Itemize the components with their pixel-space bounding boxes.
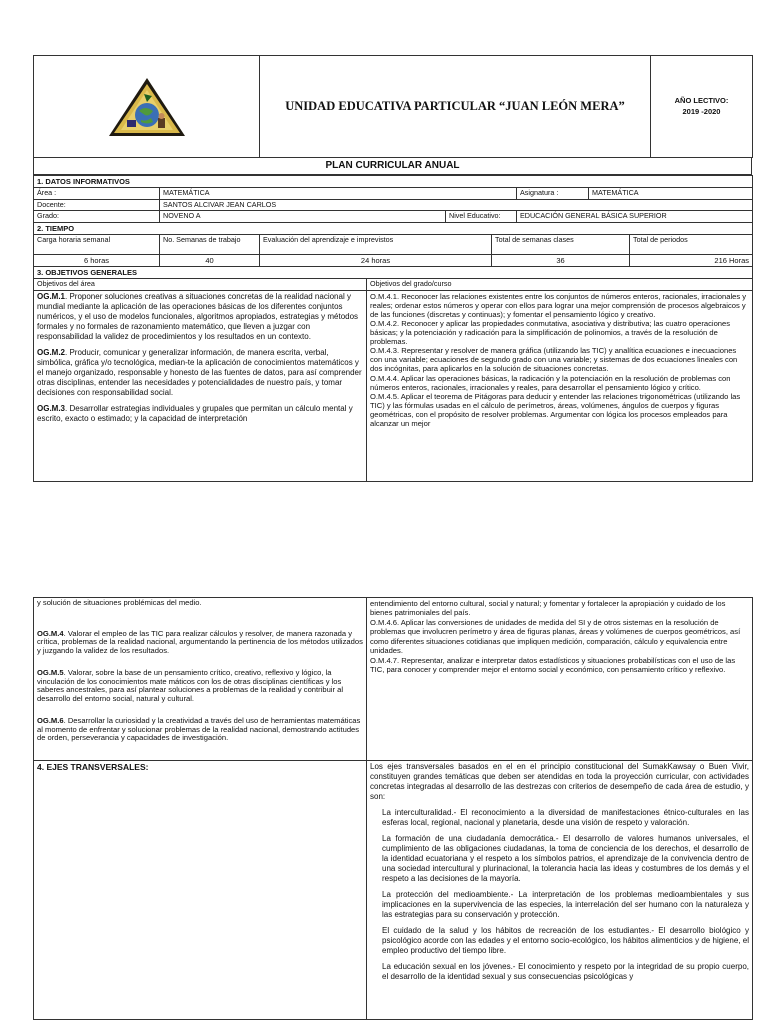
school-name: UNIDAD EDUCATIVA PARTICULAR “JUAN LEÓN MERA” [260,56,651,158]
objetivos-table-page-1 [33,267,753,482]
nivel-value: EDUCACIÓN GENERAL BÁSICA SUPERIOR [517,211,753,223]
grade-objective: O.M.4.3. Representar y resolver de manera gráfica (utilizando las TIC) y analítica ecuaciones e inecuaciones con una variable; ecuaciones de segundo grado con una variable; y sistemas de dos ecuaciones lineales con dos incógnitas, para aplicarlos en la solución de situaciones concretas. [370,346,738,374]
grade-objective: O.M.4.2. Reconocer y aplicar las propiedades conmutativa, asociativa y distributiva; las cuatro operaciones básicas; y la potenciación y radicación para la simplificación de polinomios, a través de la resolución de problemas. [370,318,731,347]
section-tiempo: 2. TIEMPO [34,223,753,235]
grade-objective: O.M.4.5. Aplicar el teorema de Pitágoras para deducir y entender las relaciones trigonométricas (utilizando las TIC) y las fórmulas usadas en el cálculo de perímetros, áreas, volúmenes, ángulos de cuerpos y figuras geométricas, con el propósito de resolver problemas. Argumentar con lógica los procesos empleados para alcanzar un mejor [370,391,741,429]
section-ejes: 4. EJES TRANSVERSALES: [34,761,367,1020]
tiempo-value: 216 Horas [630,254,753,266]
tiempo-table [33,223,753,267]
asignatura-label: Asignatura : [517,188,589,200]
grade-objective: O.M.4.7. Representar, analizar e interpretar datos estadísticos y situaciones probabilísticas con el uso de las TIC, para conocer y comprender mejor el entorno social y económico, con pensamiento crítico y reflexivo. [370,655,736,675]
area-value: MATEMÁTICA [160,188,517,200]
grade-objective: O.M.4.4. Aplicar las operaciones básicas, la radicación y la potenciación en la resolución de problemas con números enteros, racionales, irracionales y reales, para desarrollar el pensamiento lógico y crítico. [370,373,731,392]
plan-title-table [33,158,752,175]
grado-label: Grado: [34,211,160,223]
area-objectives-header: Objetivos del área [34,278,367,290]
ejes-item: La formación de una ciudadanía democrática.- El desarrollo de valores humanos universales, el cumplimiento de las obligaciones ciudadanas, la toma de conciencia de los derechos, el desarrollo de la identidad ecuatoriana y el respeto a los símbolos patrios, el aprendizaje de la convivencia dentro de una sociedad intercultural y plurinacional, la tolerancia hacia las ideas y costumbres de los demás y el respeto a las decisiones de la mayoría. [382,834,749,883]
school-logo [107,76,187,138]
area-objective: y solución de situaciones problémicas del medio. [37,598,202,607]
area-objectives-cell [34,290,367,481]
ejes-content-cell [367,761,753,1020]
datos-informativos-table [33,175,753,223]
tiempo-header: Total de semanas clases [492,234,630,254]
ejes-item: La educación sexual en los jóvenes.- El conocimiento y respeto por la integridad de su propio cuerpo, el desarrollo de la identidad sexual y sus consecuencias psicológicas y [382,962,749,981]
area-objective: OG.M.6. Desarrollar la curiosidad y la creatividad a través del uso de herramientas matemáticas al momento de enfrentar y solucionar problemas de la realidad nacional, demostrando actitudes de orden, perseverancia y capacidades de investigación. [37,716,361,742]
docente-label: Docente: [34,199,160,211]
header-table [33,55,753,158]
school-year-cell [651,56,753,158]
logo-cell [34,56,260,158]
grade-objectives-cell [367,290,753,481]
area-objective: OG.M.5. Valorar, sobre la base de un pensamiento crítico, creativo, reflexivo y lógico, la vinculación de los conocimientos mate máticos con los de otras disciplinas científicas y los saberes ancestrales, para así plantear soluciones a problemas de la realidad y contribuir al desarrollo del entorno social, natural y cultural. [37,668,344,703]
ejes-item: La protección del medioambiente.- La interpretación de los problemas medioambientales y sus implicaciones en la supervivencia de las especies, la interrelación del ser humano con la naturaleza y las estrategias para su conservación y protección. [382,890,749,919]
nivel-label: Nivel Educativo: [446,211,517,223]
area-label: Área : [34,188,160,200]
tiempo-header: Carga horaria semanal [34,234,160,254]
objetivos-table-page-2 [33,597,753,1020]
grade-objectives-cell [367,598,753,761]
area-objective: OG.M.4. Valorar el empleo de las TIC para realizar cálculos y resolver, de manera razonada y crítica, problemas de la realidad nacional, argumentando la pertinencia de los métodos utilizados y juzgando la validez de los resultados. [37,628,363,655]
grado-value: NOVENO A [160,211,446,223]
document-page-2 [33,597,752,1024]
section-objetivos: 3. OBJETIVOS GENERALES [34,267,753,279]
section-datos: 1. DATOS INFORMATIVOS [34,176,753,188]
ejes-item: El cuidado de la salud y los hábitos de recreación de los estudiantes.- El desarrollo biológico y psicológico acorde con las edades y el entorno socio-ecológico, los hábitos alimenticios y de higiene, el empleo productivo del tiempo libre. [382,926,749,955]
tiempo-value: 24 horas [260,254,492,266]
asignatura-value: MATEMÁTICA [589,188,753,200]
plan-title: PLAN CURRICULAR ANUAL [34,158,752,175]
ejes-item: La interculturalidad.- El reconocimiento a la diversidad de manifestaciones étnico-culturales en las esferas local, regional, nacional y planetaria, desde una visión de respeto y valoración. [382,808,749,827]
document-page-1 [33,55,752,488]
year-label: AÑO LECTIVO: [674,96,729,105]
grade-objective: O.M.4.6. Aplicar las conversiones de unidades de medida del SI y de otros sistemas en la resolución de problemas que involucren perímetro y área de figuras planas, áreas y volúmenes de cuerpos geométricos, así como diferentes situaciones cotidianas que impliquen medición, comparación, cálculo y equivalencia entre unidades. [370,617,741,656]
area-objective: OG.M.1. Proponer soluciones creativas a situaciones concretas de la realidad nacional y mundial mediante la aplicación de las operaciones básicas de los diferentes conjuntos numéricos, y el uso de modelos funcionales, algoritmos apropiados, estrategias y métodos formales y no formales de razonamiento matemático, que lleven a juzgar con responsabilidad la validez de procedimientos y los resultados en un contexto. [37,291,359,341]
tiempo-value: 40 [160,254,260,266]
area-objective: OG.M.2. Producir, comunicar y generalizar información, de manera escrita, verbal, simbólica, gráfica y/o tecnológica, median-te la aplicación de conocimientos matemáticos y el manejo organizado, responsable y honesto de las fuentes de datos, para así comprender otras disciplinas, entender las necesidades y potencialidades de nuestro país, y tomar decisiones con responsabilidad social. [37,347,362,397]
grade-objectives-header: Objetivos del grado/curso [367,278,753,290]
year-value: 2019 -2020 [682,106,721,116]
tiempo-value: 36 [492,254,630,266]
tiempo-value: 6 horas [34,254,160,266]
area-objective: OG.M.3. Desarrollar estrategias individuales y grupales que permitan un cálculo mental y escrito, exacto o estimado; y la capacidad de interpretación [37,403,353,423]
tiempo-header: Total de periodos [630,234,753,254]
grade-objective: O.M.4.1. Reconocer las relaciones existentes entre los conjuntos de números enteros, racionales, irracionales y reales; ordenar estos números y operar con ellos para lograr una mejor comprensión de procesos algebraicos y de las funciones (discretas y continuas); y fomentar el pensamiento lógico y creativo. [370,291,747,319]
docente-value: SANTOS ALCIVAR JEAN CARLOS [160,199,753,211]
grade-objective: entendimiento del entorno cultural, social y natural; y fomentar y fortalecer la apropiación y cuidado de los bienes patrimoniales del país. [370,599,726,618]
tiempo-header: No. Semanas de trabajo [160,234,260,254]
ejes-intro: Los ejes transversales basados en el en el principio constitucional del SumakKawsay o Buen Vivir, constituyen grandes temáticas que deben ser atendidas en toda la proyección curricular, con actividades concretas integradas al desarrollo de las destrezas con criterios de desempeño de cada área de estudio, y son: [370,762,749,801]
tiempo-header: Evaluación del aprendizaje e imprevistos [260,234,492,254]
area-objectives-cell [34,598,367,761]
